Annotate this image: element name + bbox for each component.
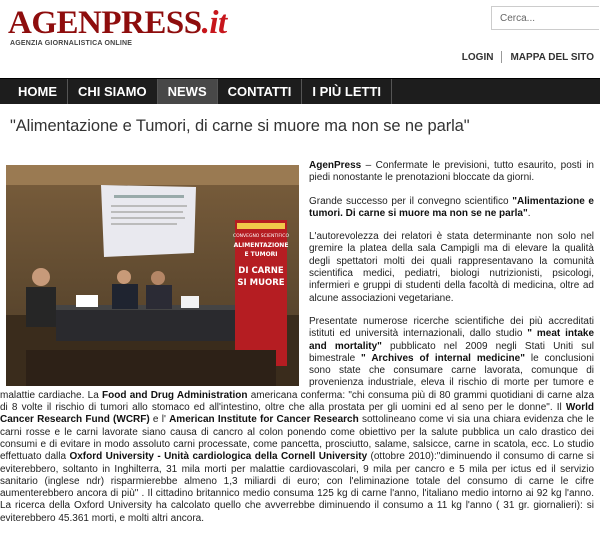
search-input[interactable] bbox=[491, 6, 599, 30]
sitemap-link[interactable]: MAPPA DEL SITO bbox=[510, 51, 594, 63]
paragraph-2: Grande successo per il convegno scientifico "Alimentazione e tumori. Di carne si muore ma non se ne parla". bbox=[309, 195, 594, 219]
logo-tld: .it bbox=[201, 5, 227, 41]
conference-photo bbox=[6, 165, 299, 386]
login-link[interactable]: LOGIN bbox=[461, 51, 494, 63]
site-tagline: AGENZIA GIORNALISTICA ONLINE bbox=[10, 40, 133, 47]
poster-line-3: E TUMORI bbox=[244, 251, 278, 258]
agency-name: AgenPress bbox=[309, 160, 362, 171]
article-title: "Alimentazione e Tumori, di carne si muore ma non se ne parla" bbox=[10, 117, 470, 135]
paragraph-3: L'autorevolezza dei relatori è stata determinante non solo nel gremire la platea della sala Campigli ma di elevare la qualità degli spettatori molti dei quali rappresentavano la comunità scientifica medici, pediatri, biologi nutrizionisti, psicologi, infermieri e gruppi di studenti della facoltà di medicina, oltre ad alcune associazioni vegetariane. bbox=[309, 231, 594, 304]
nav-contatti[interactable]: CONTATTI bbox=[218, 79, 303, 104]
site-header bbox=[0, 0, 600, 78]
poster-line-2: ALIMENTAZIONE bbox=[233, 242, 289, 249]
nav-chi-siamo[interactable]: CHI SIAMO bbox=[68, 79, 158, 104]
article-photo bbox=[6, 165, 299, 386]
poster-line-4: DI CARNE bbox=[238, 266, 284, 276]
top-links bbox=[462, 51, 594, 63]
site-logo[interactable] bbox=[8, 6, 227, 40]
nav-piu-letti[interactable]: I PIÙ LETTI bbox=[302, 79, 392, 104]
main-nav bbox=[0, 78, 600, 104]
paragraph-1: AgenPress – Confermate le previsioni, tutto esaurito, posti in piedi nonostante le prenotazioni bloccate da giorni. bbox=[309, 160, 594, 184]
logo-text: AGENPRESS bbox=[8, 5, 202, 41]
top-links-divider bbox=[501, 51, 502, 63]
paragraph-4: Presentate numerose ricerche scientifiche dei più accreditati istituti ed università internazionali, dallo studio " meat intake and mortality" pubblicato nel 2009 negli Stati Uniti sul bimestrale " Archives of internal medicine" le conclusioni sono state che consumare carne lavorata, comunque di provenienza industriale, eleva il rischio di morte per tumore e malattie cardiache. La Food and Drug Administration americana conferma: "chi consuma più di 80 grammi quotidiani di carne alza di 8 volte il rischio di tumori allo stomaco ed all'intestino, oltre che alla prostata per gli uomini ed al seno per le donne". Il World Cancer Research Fund (WCRF) e l' American Institute for Cancer Research sottolineano come vi sia una chiara evidenza che le carni rosse e le carni lavorate siano causa di cancro al colon ponendo come obiettivo per la salute pubblica un calo drastico dei consumi e di evitare in modo assoluto carni processate, come pancetta, prosciutto, salame, salsicce, carne in scatola, ecc. Lo studio effettuato dalla Oxford University - Unità cardiologica della Cornell University (ottobre 2010):"diminuendo il consumo di carne si eviterebbero, soltanto in Inghilterra, 31 mila morti per malattie cardiovascolari, 9 mila per cancro e 5 mila per ictus ed il servizio sanitario (inglese ndr) risparmierebbe almeno 1,3 miliardi di euro; con l'eliminazione totale del consumo di carne le cifre aumenterebbero ancora di più" . Il cittadino britannico medio consuma 125 kg di carne l'anno, l'italiano medio intorno ai 92 kg l'anno. La ricerca della Oxford University ha calcolato quello che avverrebbe diminuendo il consumo a 11 kg l'anno ( 31 gr. giornalieri): si eviterebbero 45.361 morti, e molti altri ancora. bbox=[0, 315, 595, 524]
article-body bbox=[0, 160, 600, 547]
poster-line-5: SI MUORE bbox=[237, 278, 285, 288]
poster-line-1: CONVEGNO SCIENTIFICO bbox=[232, 234, 290, 239]
nav-home[interactable]: HOME bbox=[0, 79, 68, 104]
nav-news[interactable]: NEWS bbox=[158, 79, 218, 104]
